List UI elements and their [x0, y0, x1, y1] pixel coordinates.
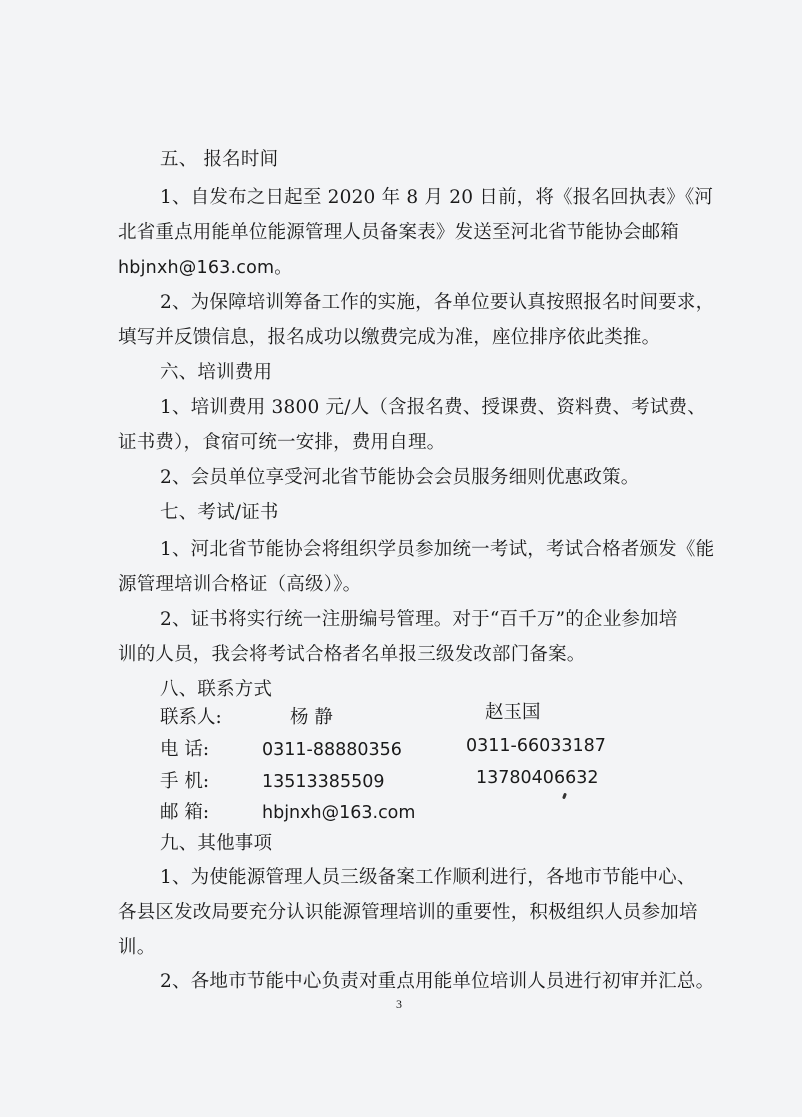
contact-name-2: 赵玉国	[485, 702, 541, 723]
section-7-para-2-line-1: 2、证书将实行统一注册编号管理。对于“百千万”的企业参加培	[160, 609, 678, 630]
mobile-2: 13780406632	[476, 768, 599, 788]
section-8-heading: 八、联系方式	[160, 679, 273, 700]
page-number: 3	[396, 997, 402, 1011]
section-5-para-1-line-2: 北省重点用能单位能源管理人员备案表》发送至河北省节能协会邮箱	[118, 222, 680, 243]
section-5-para-1-line-3: hbjnxh@163.com。	[118, 258, 292, 278]
section-6-para-1-line-1: 1、培训费用 3800 元/人（含报名费、授课费、资料费、考试费、	[160, 397, 706, 418]
scan-speck	[562, 793, 567, 800]
section-9-para-2-line-1: 2、各地市节能中心负责对重点用能单位培训人员进行初审并汇总。	[160, 971, 715, 992]
mobile-1: 13513385509	[262, 772, 385, 792]
section-6-para-1-line-2: 证书费），食宿可统一安排，费用自理。	[118, 432, 446, 453]
contact-name-1: 杨 静	[290, 707, 333, 728]
email-label: 邮 箱:	[160, 802, 210, 823]
contact-label: 联系人:	[160, 707, 222, 728]
section-7-para-1-line-2: 源管理培训合格证（高级）》。	[118, 574, 362, 595]
section-7-para-2-line-2: 训的人员，我会将考试合格者名单报三级发改部门备案。	[118, 644, 586, 665]
phone-label: 电 话:	[160, 739, 210, 760]
section-6-para-2-line-1: 2、会员单位享受河北省节能协会会员服务细则优惠政策。	[160, 467, 640, 488]
section-9-para-1-line-3: 训。	[118, 937, 156, 958]
phone-2: 0311-66033187	[466, 736, 606, 756]
section-7-para-1-line-1: 1、河北省节能协会将组织学员参加统一考试，考试合格者颁发《能	[160, 539, 715, 560]
phone-1: 0311-88880356	[262, 740, 402, 760]
section-9-para-1-line-1: 1、为使能源管理人员三级备案工作顺利进行，各地市节能中心、	[160, 867, 696, 888]
section-5-para-2-line-2: 填写并反馈信息，报名成功以缴费完成为准，座位排序依此类推。	[118, 327, 661, 348]
mobile-label: 手 机:	[160, 771, 210, 792]
section-5-heading: 五、 报名时间	[160, 149, 279, 170]
section-6-heading: 六、培训费用	[160, 362, 273, 383]
section-5-para-2-line-1: 2、为保障培训筹备工作的实施，各单位要认真按照报名时间要求，	[160, 292, 715, 313]
section-9-para-1-line-2: 各县区发改局要充分认识能源管理培训的重要性，积极组织人员参加培	[118, 902, 698, 923]
section-9-heading: 九、其他事项	[160, 833, 273, 854]
section-7-heading: 七、考试/证书	[160, 502, 279, 523]
section-5-para-1-line-1: 1、自发布之日起至 2020 年 8 月 20 日前，将《报名回执表》《河	[160, 187, 714, 208]
email-address: hbjnxh@163.com	[262, 803, 416, 823]
